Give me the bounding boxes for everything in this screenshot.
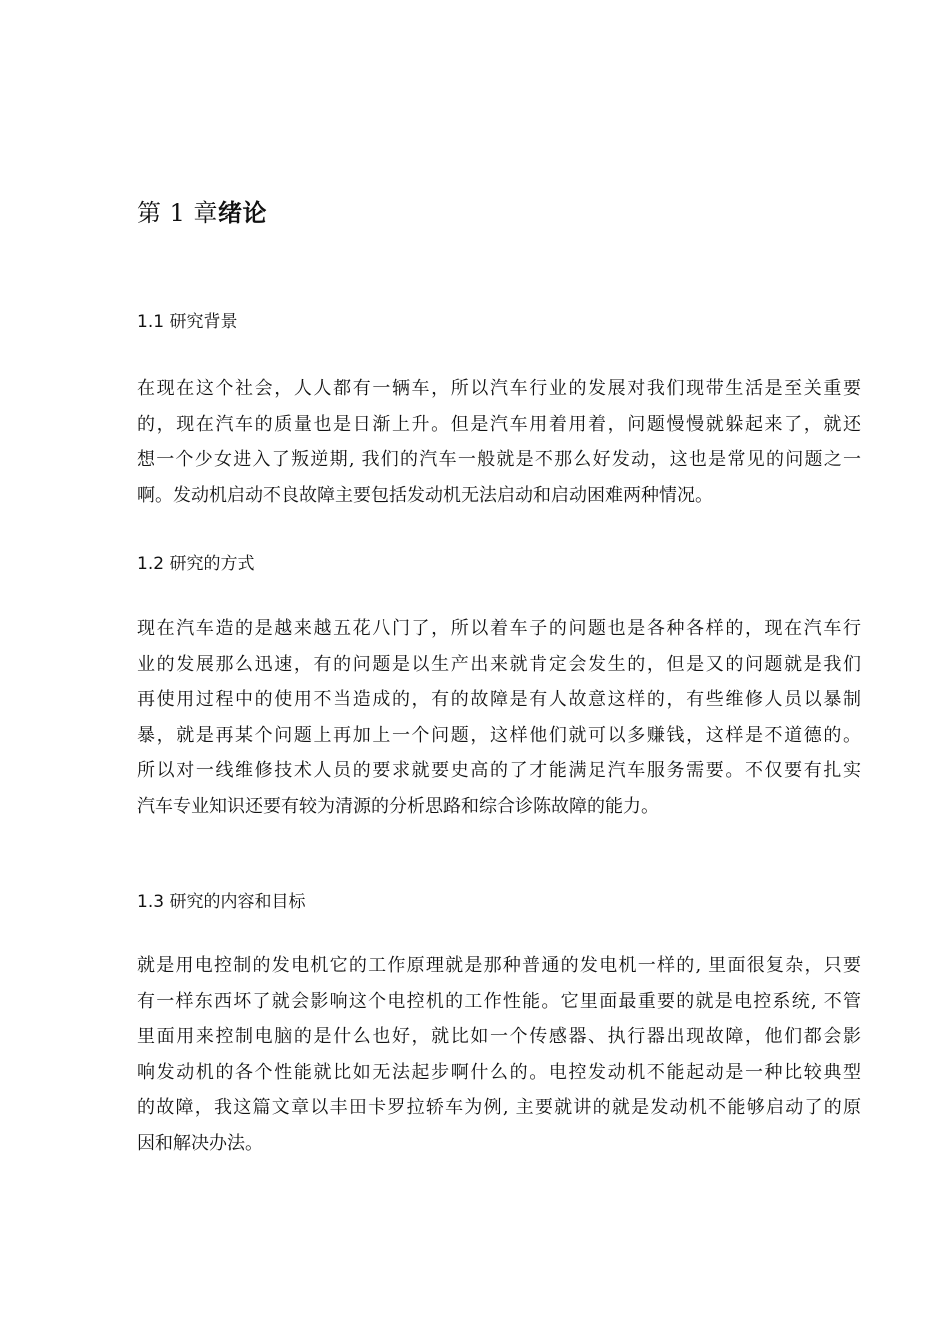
section-paragraph-1-2 xyxy=(137,611,861,825)
paragraph-line: 所以对一线维修技术人员的要求就要史高的了才能满足汽车服务需要。不仅要有扎实 xyxy=(137,760,861,782)
paragraph-line: 现在汽车造的是越来越五花八门了，所以着车子的问题也是各种各样的，现在汽车行 xyxy=(137,618,861,639)
paragraph-line: 业的发展那么迅速，有的问题是以生产出来就肯定会发生的，但是又的问题就是我们 xyxy=(137,653,861,675)
paragraph-line: 想一个少女进入了叛逆期, 我们的汽车一般就是不那么好发动，这也是常见的问题之一 xyxy=(137,449,861,471)
paragraph-line: 的，现在汽车的质量也是日渐上升。但是汽车用着用着，问题慢慢就躲起来了，就还 xyxy=(137,413,861,435)
paragraph-line: 暴，就是再某个问题上再加上一个问题，这样他们就可以多赚钱，这样是不道德的。 xyxy=(137,724,861,746)
paragraph-line: 响发动机的各个性能就比如无法起步啊什么的。电控发动机不能起动是一种比较典型 xyxy=(137,1061,861,1083)
section-paragraph-1-3 xyxy=(137,948,861,1162)
section-paragraph-1-1 xyxy=(137,371,861,513)
chapter-name: 绪论 xyxy=(218,199,268,227)
section-heading-1-3: 1.3 研究的内容和目标 xyxy=(137,892,306,912)
paragraph-line: 汽车专业知识还要有较为清源的分析思路和综合诊陈故障的能力。 xyxy=(137,795,659,817)
paragraph-line: 因和解决办法。 xyxy=(137,1132,263,1154)
paragraph-line: 有一样东西坏了就会影响这个电控机的工作性能。它里面最重要的就是电控系统, 不管 xyxy=(137,990,861,1012)
section-heading-1-2: 1.2 研究的方式 xyxy=(137,554,255,574)
paragraph-line: 啊。发动机启动不良故障主要包括发动机无法启动和启动困难两种情况。 xyxy=(137,484,713,506)
chapter-number: 第 1 章 xyxy=(137,199,219,227)
section-heading-1-1: 1.1 研究背景 xyxy=(137,312,238,332)
paragraph-line: 里面用来控制电脑的是什么也好，就比如一个传感器、执行器出现故障，他们都会影 xyxy=(137,1026,861,1048)
chapter-title xyxy=(137,197,267,229)
paragraph-line: 的故障，我这篇文章以丰田卡罗拉轿车为例, 主要就讲的就是发动机不能够启动了的原 xyxy=(137,1097,861,1119)
paragraph-line: 再使用过程中的使用不当造成的，有的故障是有人故意这样的，有些维修人员以暴制 xyxy=(137,689,861,711)
paragraph-line: 就是用电控制的发电机它的工作原理就是那种普通的发电机一样的, 里面很复杂，只要 xyxy=(137,955,861,976)
paragraph-line: 在现在这个社会，人人都有一辆车，所以汽车行业的发展对我们现带生活是至关重要 xyxy=(137,378,861,399)
